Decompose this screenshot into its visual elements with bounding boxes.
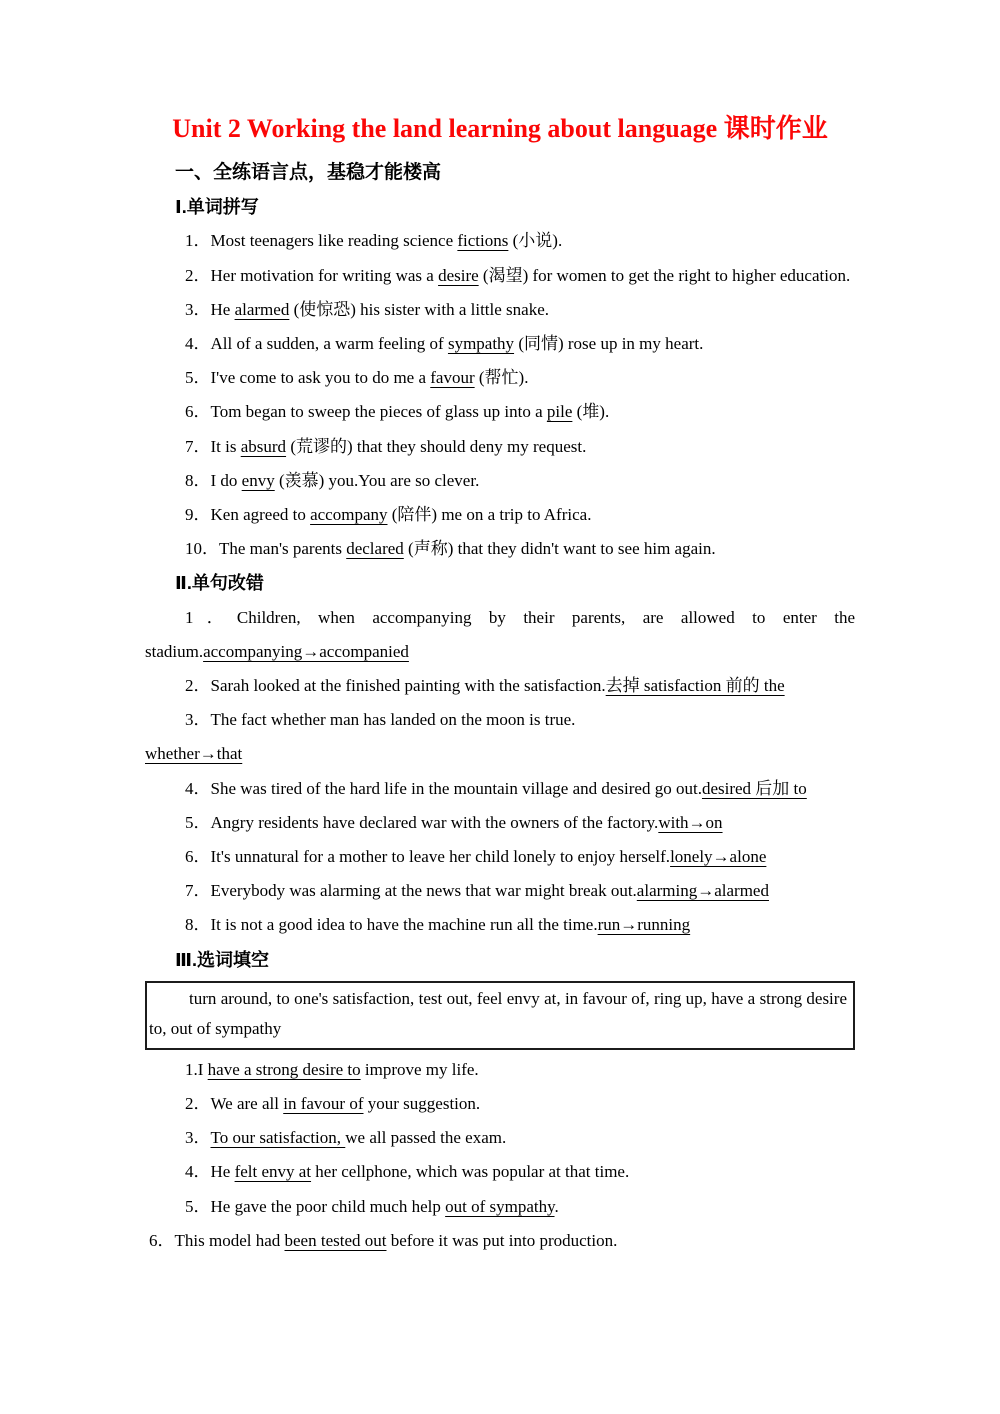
word-bank [149, 984, 847, 1045]
exercise-item [145, 1155, 855, 1189]
text-run: 2．Sarah looked at the finished painting with the satisfaction. [185, 676, 606, 696]
text-run: 5．Angry residents have declared war with the owners of the factory. [185, 812, 659, 832]
text-run: her cellphone, which was popular at that time. [311, 1162, 630, 1182]
text-run: 3． [185, 1128, 211, 1148]
exercise-item [145, 601, 855, 669]
document-body [145, 156, 855, 1258]
answer-underlined: declared [346, 539, 404, 559]
exercise-item [145, 224, 855, 258]
answer-underlined: sympathy [447, 334, 515, 354]
answer-underlined: 去掉 satisfaction 前的 the [605, 676, 785, 696]
answer-underlined: in favour of [283, 1094, 364, 1114]
text-run: 10．The man's parents [185, 539, 347, 559]
text-run: 6．It's unnatural for a mother to leave her child lonely to enjoy herself. [185, 847, 671, 867]
page-title: Unit 2 Working the land learning about language 课时作业 [172, 114, 828, 143]
exercise-item [145, 1121, 855, 1155]
subsection-heading-fill-in-phrases [145, 943, 855, 977]
subsection-heading-word-spelling [145, 190, 855, 224]
text-run: we all passed the exam. [345, 1128, 507, 1148]
text-run: (小说). [508, 231, 563, 251]
exercise-item [145, 840, 855, 874]
answer-underlined: have a strong desire to [207, 1059, 361, 1079]
text-run: 6．Tom began to sweep the pieces of glass up into a [185, 402, 547, 422]
text-run: 5．I've come to ask you to do me a [185, 368, 431, 388]
answer-underlined: fictions [457, 231, 509, 251]
text-run: 9．Ken agreed to [185, 505, 311, 525]
exercise-item [145, 395, 855, 429]
text-run: before it was put into production. [386, 1230, 618, 1250]
text-run: 1．Children, when accompanying by their parents, are allowed to enter the stadium. [145, 607, 855, 661]
section-heading [145, 156, 855, 190]
answer-underlined: been tested out [284, 1230, 387, 1250]
exercise-item [145, 1053, 855, 1087]
text-run: 3．He [185, 299, 235, 319]
text-run: improve my life. [360, 1059, 479, 1079]
text-run: Ⅱ.单句改错 [175, 573, 264, 594]
answer-underlined: desire [438, 265, 479, 285]
text-run: (羡慕) you.You are so clever. [274, 470, 480, 490]
exercise-item [145, 874, 855, 908]
exercise-item [145, 361, 855, 395]
answer-underlined: accompany [310, 505, 388, 525]
text-run: (声称) that they didn't want to see him again. [403, 539, 716, 559]
exercise-item [145, 772, 855, 806]
text-run: (同情) rose up in my heart. [514, 334, 704, 354]
text-run: (帮忙). [474, 368, 529, 388]
answer-underlined: out of sympathy [445, 1196, 555, 1216]
exercise-item [145, 703, 855, 737]
text-run: 1.I [185, 1059, 208, 1079]
exercise-item-answer [145, 737, 855, 771]
text-run: Ⅰ.单词拼写 [175, 197, 259, 218]
text-run: turn around, to one's satisfaction, test out, feel envy at, in favour of, ring up, have a strong desire to, out of sympathy [149, 988, 847, 1039]
text-run: . [554, 1196, 559, 1216]
exercise-item [145, 908, 855, 942]
answer-underlined: envy [241, 470, 275, 490]
text-run: 2．We are all [185, 1094, 284, 1114]
text-run: 5．He gave the poor child much help [185, 1196, 446, 1216]
text-run: (渴望) for women to get the right to higher education. [478, 265, 851, 285]
exercise-item [145, 430, 855, 464]
text-run: 4．He [185, 1162, 235, 1182]
text-run: 7．Everybody was alarming at the news that war might break out. [185, 881, 637, 901]
exercise-item [145, 806, 855, 840]
exercise-item [145, 1087, 855, 1121]
answer-underlined: desired 后加 to [701, 778, 807, 798]
answer-underlined: felt envy at [234, 1162, 312, 1182]
answer-underlined: To our satisfaction, [210, 1128, 346, 1148]
text-run: 4．All of a sudden, a warm feeling of [185, 334, 448, 354]
exercise-item [145, 327, 855, 361]
exercise-item [145, 259, 855, 293]
text-run: 2．Her motivation for writing was a [185, 265, 439, 285]
answer-underlined: whether→that [145, 744, 243, 764]
text-run: (荒谬的) that they should deny my request. [286, 436, 587, 456]
text-run: 8．I do [185, 470, 242, 490]
answer-underlined: lonely→alone [670, 847, 767, 867]
answer-underlined: absurd [240, 436, 287, 456]
answer-underlined: alarmed [234, 299, 290, 319]
answer-underlined: favour [430, 368, 475, 388]
subsection-heading-sentence-correction [145, 566, 855, 600]
answer-underlined: alarming→alarmed [636, 881, 769, 901]
word-bank-box [145, 981, 855, 1050]
text-run: (堆). [572, 402, 610, 422]
answer-underlined: with→on [658, 812, 723, 832]
exercise-item [145, 464, 855, 498]
exercise-item [145, 669, 855, 703]
exercise-item [145, 293, 855, 327]
text-run: 一、全练语言点，基稳才能楼高 [175, 162, 442, 183]
text-run: 4．She was tired of the hard life in the mountain village and desired go out. [185, 778, 702, 798]
exercise-item [145, 1224, 855, 1258]
text-run: 6．This model had [149, 1230, 285, 1250]
answer-underlined: run→running [597, 915, 691, 935]
exercise-item [145, 532, 855, 566]
text-run: Ⅲ.选词填空 [175, 949, 270, 970]
exercise-item [145, 1190, 855, 1224]
answer-underlined: accompanying→accompanied [203, 641, 409, 661]
answer-underlined: pile [546, 402, 573, 422]
text-run: 3．The fact whether man has landed on the moon is true. [185, 710, 576, 730]
text-run: (陪伴) me on a trip to Africa. [387, 505, 592, 525]
text-run: 8．It is not a good idea to have the machine run all the time. [185, 915, 598, 935]
text-run: your suggestion. [363, 1094, 481, 1114]
exercise-item [145, 498, 855, 532]
text-run: (使惊恐) his sister with a little snake. [289, 299, 550, 319]
text-run: 7．It is [185, 436, 241, 456]
text-run: 1．Most teenagers like reading science [185, 231, 458, 251]
